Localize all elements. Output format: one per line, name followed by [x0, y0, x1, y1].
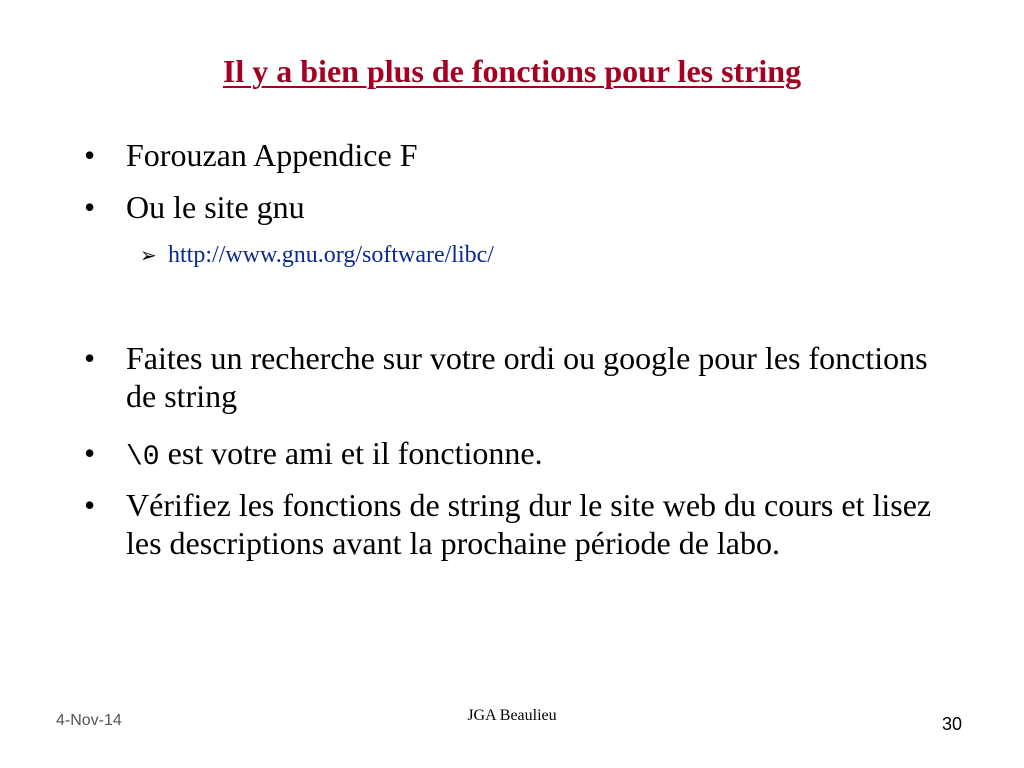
bullet-item — [84, 434, 944, 477]
sub-bullet-item — [140, 240, 494, 270]
gnu-libc-link[interactable]: http://www.gnu.org/software/libc/ — [168, 242, 494, 268]
bullet-text: est votre ami et il fonctionne. — [159, 435, 543, 471]
slide-title-text: Il y a bien plus de fonctions pour les string — [222, 53, 802, 89]
bullet-dot: • — [84, 487, 96, 523]
bullet-text: Forouzan Appendice F — [126, 137, 418, 173]
slide-title — [0, 50, 1024, 92]
bullet-dot: • — [84, 435, 96, 471]
page-number: 30 — [941, 714, 962, 734]
bullet-item — [84, 188, 944, 226]
footer-author: JGA Beaulieu — [467, 707, 557, 724]
bullet-item — [84, 486, 944, 562]
footer-date: 4-Nov-14 — [56, 712, 122, 729]
bullet-text: Ou le site gnu — [126, 189, 305, 225]
bullet-dot: • — [84, 189, 96, 225]
right-arrow-icon: ➢ — [140, 243, 157, 267]
bullet-item — [84, 339, 944, 415]
bullet-item — [84, 136, 944, 174]
bullet-text-with-code — [126, 434, 944, 477]
bullet-dot: • — [84, 137, 96, 173]
code-null-char: \0 — [126, 442, 160, 473]
bullet-text: Vérifiez les fonctions de string dur le site web du cours et lisez les descriptions avant la prochaine période de labo. — [126, 487, 932, 561]
bullet-text: Faites un recherche sur votre ordi ou google pour les fonctions de string — [126, 340, 928, 414]
bullet-dot: • — [84, 340, 96, 376]
